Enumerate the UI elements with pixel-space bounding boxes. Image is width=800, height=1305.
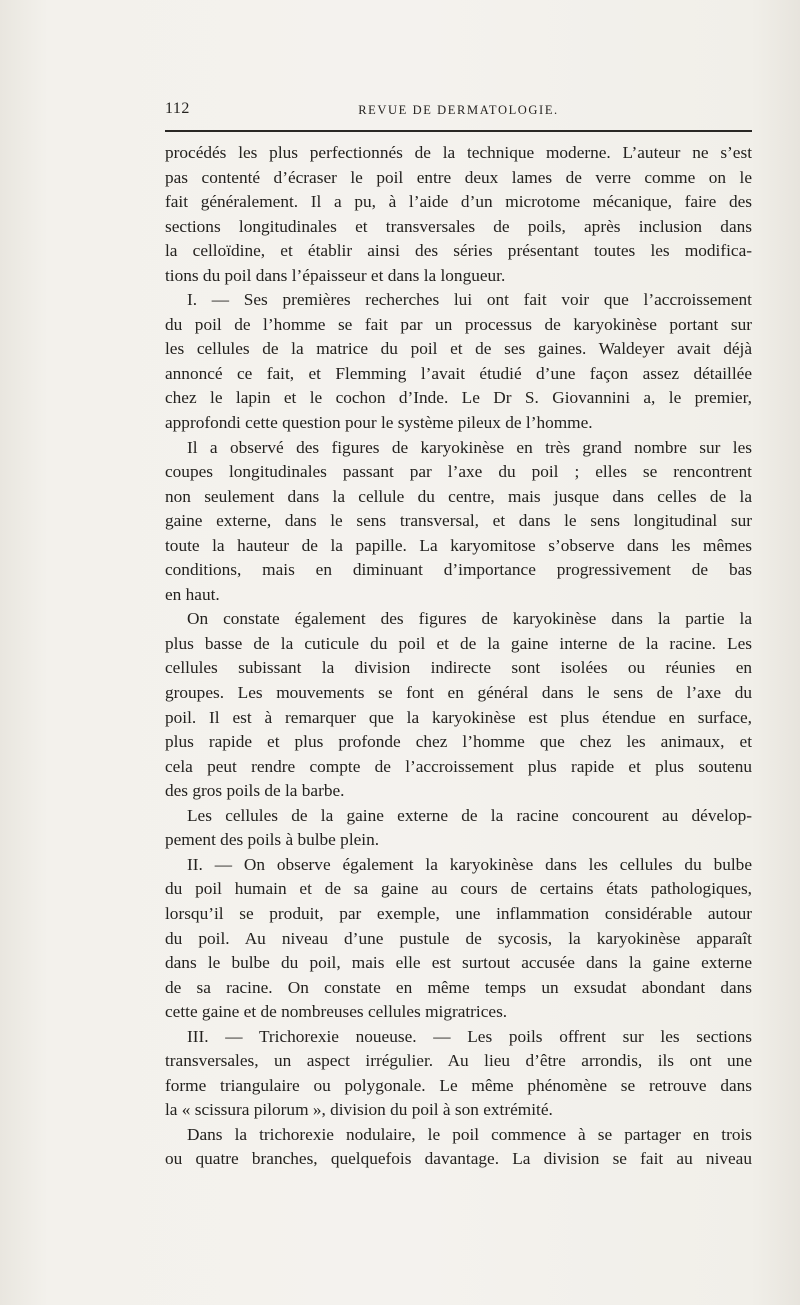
text-line: II. — On observe également la karyokinèse dans les cellules du bulbe [187,854,752,874]
text-line: des gros poils de la barbe. [165,781,345,801]
text-line: Il a observé des figures de karyokinèse en très grand nombre sur les [187,437,752,457]
text-line: du poil de l’homme se fait par un processus de karyokinèse portant sur [165,314,752,334]
text-line: forme triangulaire ou polygonale. Le même phénomène se retrouve dans [165,1075,752,1095]
text-line: les cellules de la matrice du poil et de ses gaines. Waldeyer avait déjà [165,339,752,359]
text-line: chez le lapin et le cochon d’Inde. Le Dr S. Giovannini a, le premier, [165,388,752,408]
text-line: sections longitudinales et transversales de poils, après inclusion dans [165,216,752,236]
running-title: REVUE DE DERMATOLOGIE. [358,103,559,117]
text-line: transversales, un aspect irrégulier. Au lieu d’être arrondis, ils ont une [165,1051,752,1071]
text-line: pas contenté d’écraser le poil entre deux lames de verre comme on le [165,167,752,187]
text-line: non seulement dans la cellule du centre, mais jusque dans celles de la [165,486,752,506]
text-line: conditions, mais en diminuant d’importance progressivement de bas [165,560,752,580]
text-line: III. — Trichorexie noueuse. — Les poils offrent sur les sections [187,1026,752,1046]
text-line: fait généralement. Il a pu, à l’aide d’un microtome mécanique, faire des [165,192,752,212]
text-line: de sa racine. On constate en même temps un exsudat abondant dans [165,977,752,997]
text-line: poil. Il est à remarquer que la karyokinèse est plus étendue en surface, [165,707,752,727]
text-line: ou quatre branches, quelquefois davantage. La division se fait au niveau [165,1149,752,1169]
text-line: du poil humain et de sa gaine au cours de certains états pathologiques, [165,879,752,899]
text-line: dans le bulbe du poil, mais elle est surtout accusée dans la gaine externe [165,953,752,973]
text-line: lorsqu’il se produit, par exemple, une inflammation considérable autour [165,903,752,923]
text-line: groupes. Les mouvements se font en général dans le sens de l’axe du [165,683,752,703]
text-line: coupes longitudinales passant par l’axe du poil ; elles se rencontrent [165,462,752,482]
text-line: la celloïdine, et établir ainsi des séries présentant toutes les modifica- [165,241,752,261]
text-line: gaine externe, dans le sens transversal, et dans le sens longitudinal sur [165,511,752,531]
header-rule [165,130,752,132]
text-line: du poil. Au niveau d’une pustule de sycosis, la karyokinèse apparaît [165,928,752,948]
text-line: toute la hauteur de la papille. La karyomitose s’observe dans les mêmes [165,535,752,555]
text-line: plus rapide et plus profonde chez l’homme que chez les animaux, et [165,732,752,752]
text-line: cela peut rendre compte de l’accroissement plus rapide et plus soutenu [165,756,752,776]
text-line: On constate également des figures de karyokinèse dans la partie la [187,609,752,629]
text-line: tions du poil dans l’épaisseur et dans la longueur. [165,265,506,285]
text-line: en haut. [165,584,220,604]
text-line: procédés les plus perfectionnés de la technique moderne. L’auteur ne s’est [165,143,752,162]
page-header [165,100,752,122]
text-line: Dans la trichorexie nodulaire, le poil commence à se partager en trois [187,1124,752,1144]
text-line: la « scissura pilorum », division du poil à son extrémité. [165,1100,553,1120]
text-line: annoncé ce fait, et Flemming l’avait étudié d’une façon assez détaillée [165,363,752,383]
text-line: plus basse de la cuticule du poil et de la gaine interne de la racine. Les [165,633,752,653]
text-line: cette gaine et de nombreuses cellules migratrices. [165,1002,508,1022]
text-line: pement des poils à bulbe plein. [165,830,380,850]
text-line: Les cellules de la gaine externe de la racine concourent au dévelop- [187,805,752,825]
text-line: I. — Ses premières recherches lui ont fait voir que l’accroissement [187,290,752,310]
text-line: cellules subissant la division indirecte sont isolées ou réunies en [165,658,752,678]
body-text [165,141,752,1172]
text-line: approfondi cette question pour le système pileux de l’homme. [165,413,593,433]
page-number: 112 [165,100,190,117]
